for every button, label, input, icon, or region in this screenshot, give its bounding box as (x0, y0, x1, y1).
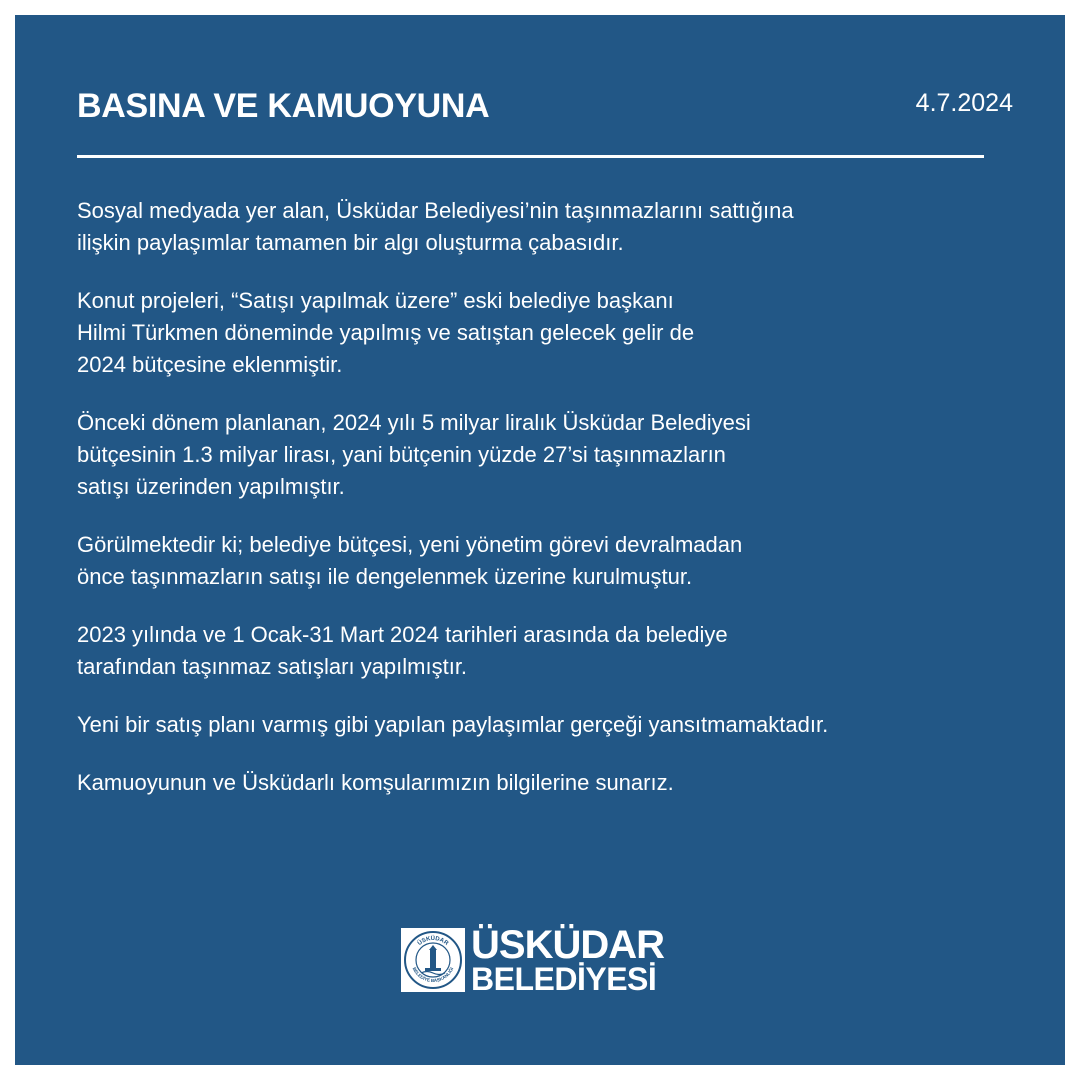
paragraph: Önceki dönem planlanan, 2024 yılı 5 milyar liralık Üsküdar Belediyesi bütçesinin 1.3 milyar lirası, yani bütçenin yüzde 27’si taşınmazların satışı üzerinden yapılmıştır. (77, 410, 751, 499)
logo-line-1: ÜSKÜDAR (471, 923, 664, 967)
page-title: BASINA VE KAMUOYUNA (77, 87, 490, 125)
paragraph: Yeni bir satış planı varmış gibi yapılan paylaşımlar gerçeği yansıtmamaktadır. (77, 712, 829, 737)
paragraph: Kamuoyunun ve Üsküdarlı komşularımızın bilgilerine sunarız. (77, 770, 674, 795)
seal-top-text: ÜSKÜDAR (416, 935, 450, 947)
paragraph: Görülmektedir ki; belediye bütçesi, yeni yönetim görevi devralmadan önce taşınmazların satışı ile dengelenmek üzerine kurulmuştur. (77, 532, 743, 589)
statement-body (77, 195, 1007, 825)
header-divider (77, 155, 984, 158)
release-date: 4.7.2024 (915, 89, 1013, 117)
paragraph: 2023 yılında ve 1 Ocak-31 Mart 2024 tarihleri arasında da belediye tarafından taşınmaz satışları yapılmıştır. (77, 622, 728, 679)
logo-line-2: BELEDİYESİ (471, 961, 657, 997)
paragraph: Sosyal medyada yer alan, Üsküdar Belediyesi’nin taşınmazlarını sattığına ilişkin paylaşımlar tamamen bir algı oluşturma çabasıdır. (77, 198, 794, 255)
seal-icon (401, 928, 465, 992)
uskudar-logo (401, 925, 664, 995)
seal-bottom-text: BELEDİYE BAŞKANLIĞI (411, 966, 455, 984)
paragraph: Konut projeleri, “Satışı yapılmak üzere” eski belediye başkanı Hilmi Türkmen döneminde yapılmış ve satıştan gelecek gelir de 2024 bütçesine eklenmiştir. (77, 288, 695, 377)
logo-wordmark (471, 925, 664, 995)
